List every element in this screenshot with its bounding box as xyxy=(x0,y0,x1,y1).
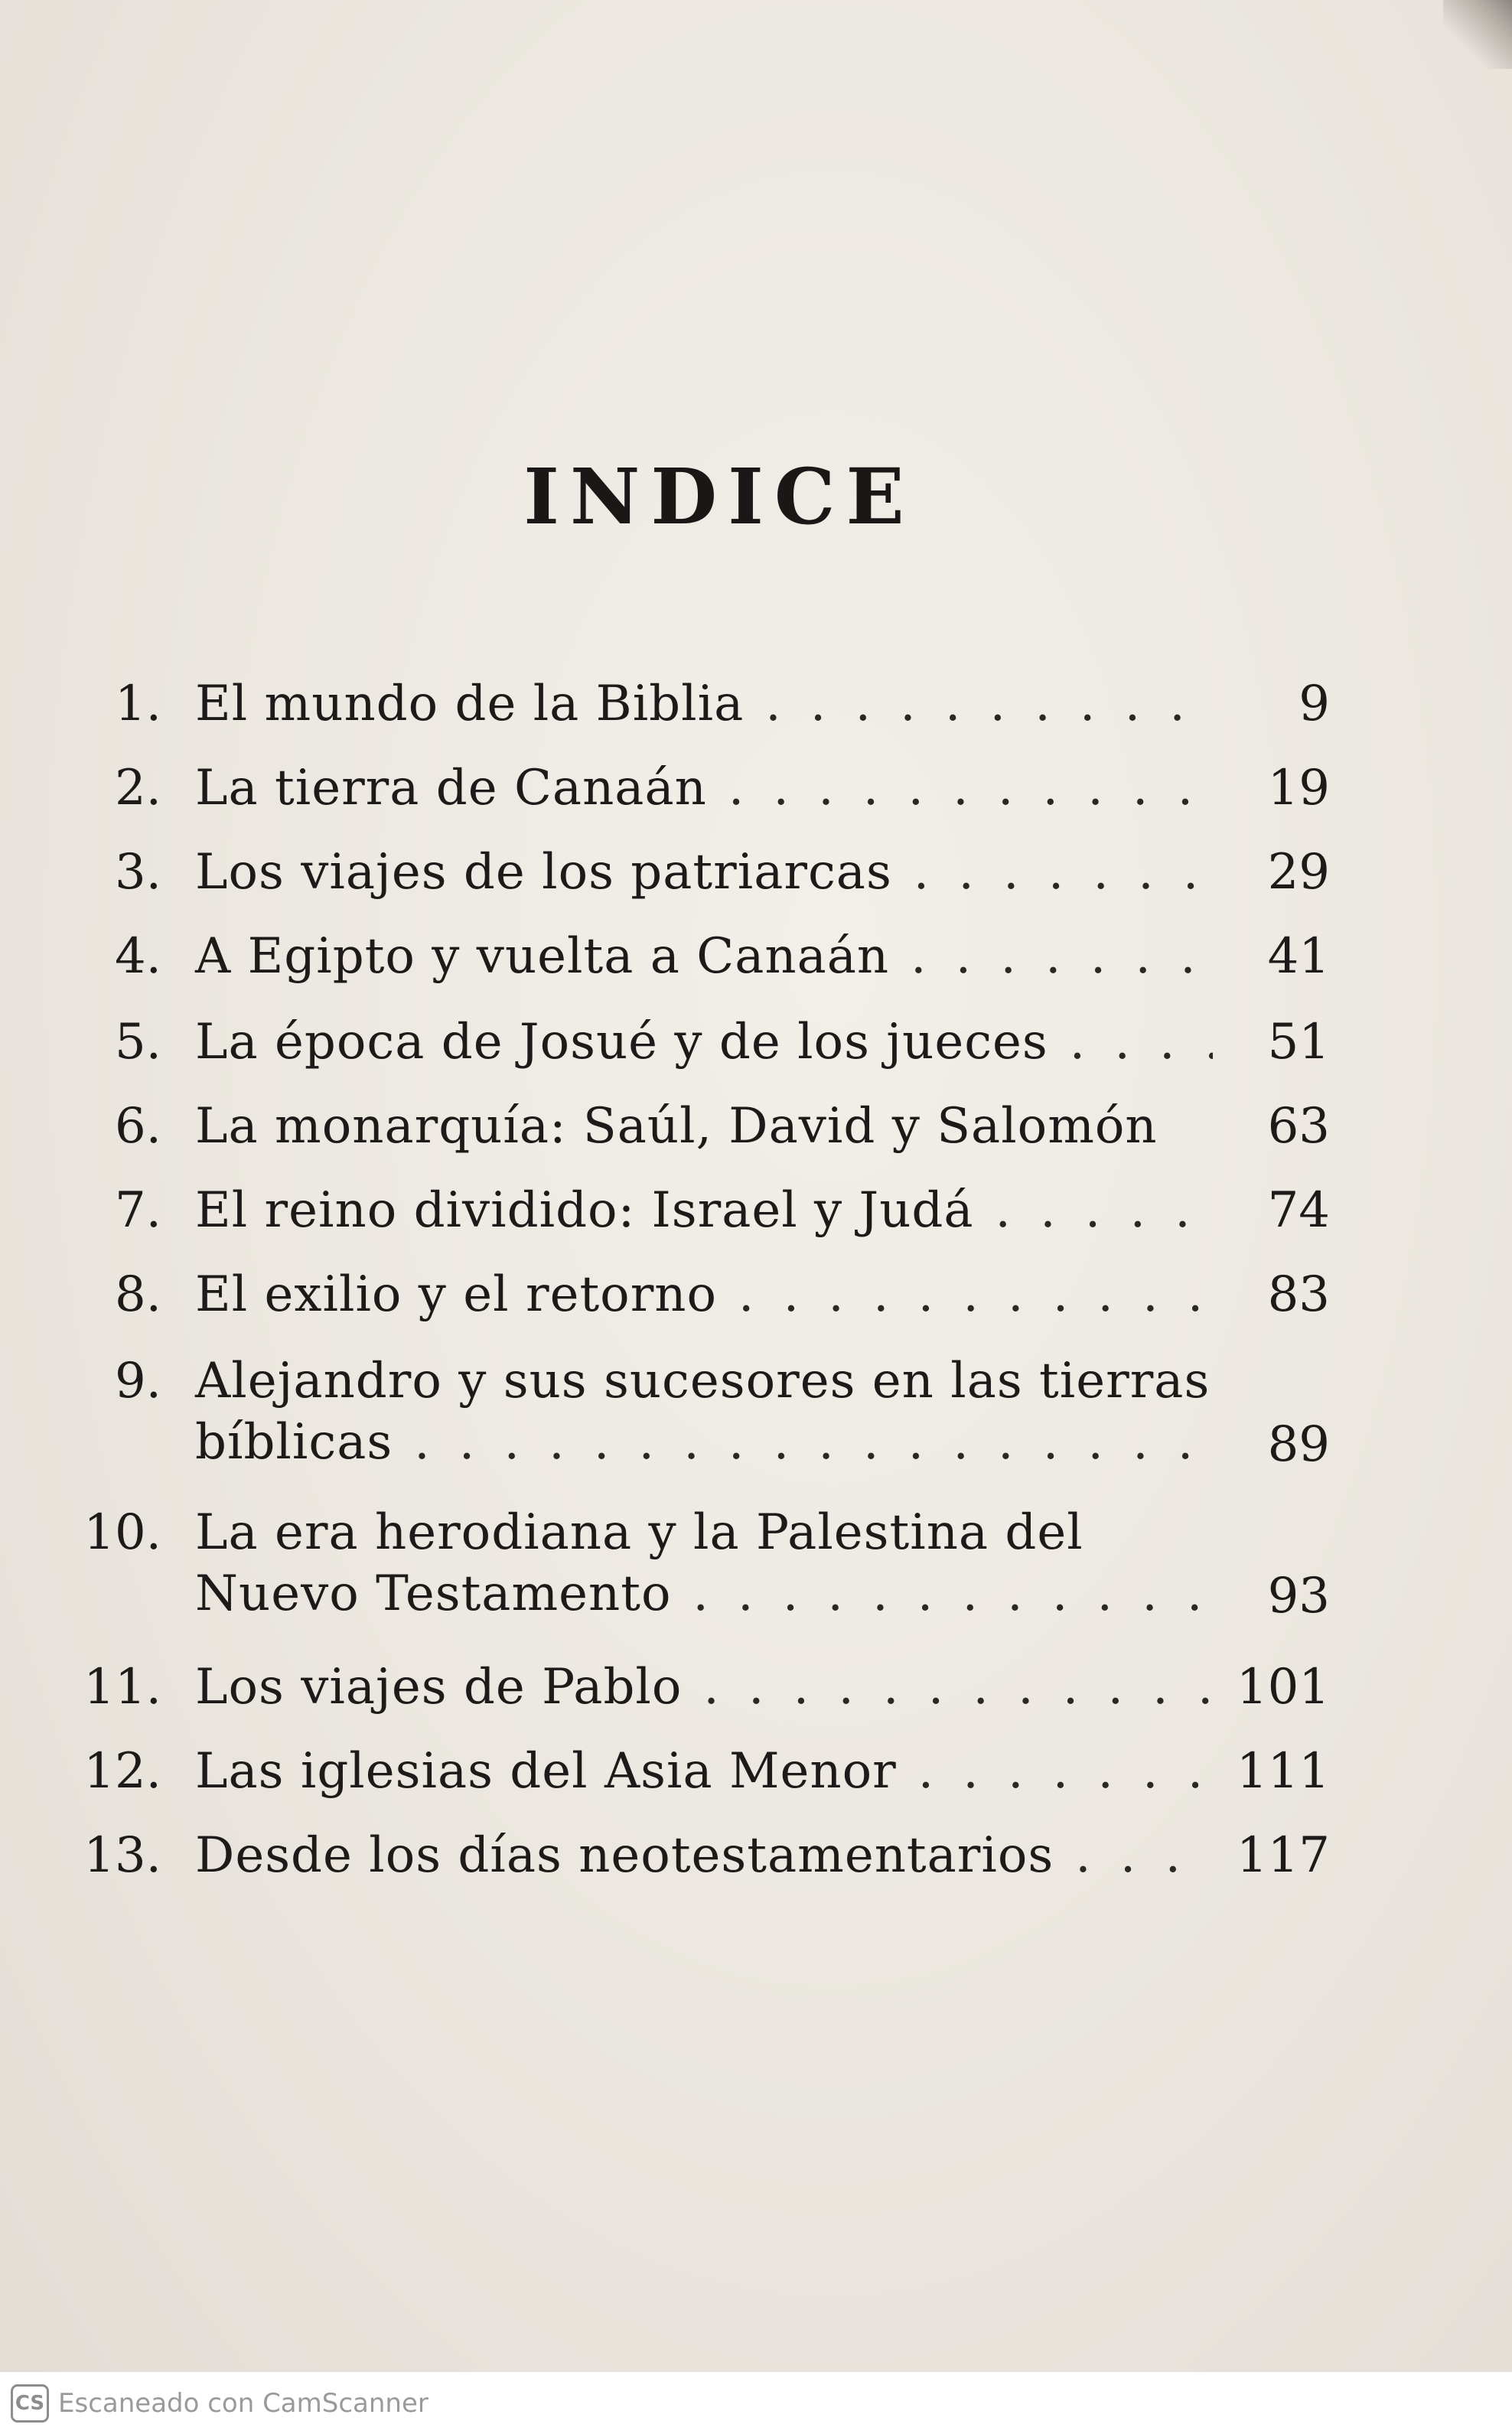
entry-page-number: 93 xyxy=(1267,1568,1330,1624)
entry-page-number: 101 xyxy=(1236,1659,1330,1716)
entry-page-number: 111 xyxy=(1236,1743,1330,1800)
entry-page-number: 117 xyxy=(1236,1827,1330,1884)
entry-number: 6. xyxy=(114,1098,161,1155)
entry-title-line xyxy=(195,758,1213,819)
entry-title-line xyxy=(195,1657,1213,1718)
dot-leader xyxy=(914,842,1213,903)
dot-leader xyxy=(1075,1825,1213,1886)
entry-title-line xyxy=(195,1351,1213,1412)
camscanner-logo-icon: CS xyxy=(11,2384,49,2423)
entry-number: 12. xyxy=(83,1743,161,1800)
entry-page-number: 83 xyxy=(1267,1266,1330,1323)
dot-leader xyxy=(692,1563,1213,1624)
entry-title: Desde los días neotestamentarios xyxy=(195,1827,1054,1884)
dot-leader xyxy=(918,1741,1213,1802)
entry-title: La era herodiana y la Palestina del xyxy=(195,1504,1083,1561)
entry-number: 1. xyxy=(114,676,161,732)
entry-number: 3. xyxy=(114,844,161,901)
entry-page-number: 63 xyxy=(1267,1098,1330,1155)
entry-title-line xyxy=(195,1096,1213,1157)
entry-title-line xyxy=(195,1825,1213,1886)
watermark-text: Escaneado con CamScanner xyxy=(58,2387,429,2419)
entry-title: El mundo de la Biblia xyxy=(195,676,745,732)
entry-title: El reino dividido: Israel y Judá xyxy=(195,1182,974,1239)
entry-title-line xyxy=(195,842,1213,903)
entry-title-line xyxy=(195,1264,1213,1325)
entry-number: 11. xyxy=(83,1659,161,1716)
entry-page-number: 89 xyxy=(1267,1416,1330,1473)
entry-title: La tierra de Canaán xyxy=(195,760,707,816)
dot-leader xyxy=(414,1412,1213,1473)
entry-title-line xyxy=(195,673,1213,735)
dot-leader xyxy=(996,1180,1213,1241)
entry-title: La época de Josué y de los jueces xyxy=(195,1014,1048,1070)
entry-number: 10. xyxy=(83,1504,161,1561)
scanner-watermark-bar xyxy=(0,2372,1512,2434)
dot-leader xyxy=(703,1657,1213,1718)
entry-title: Alejandro y sus sucesores en las tierras xyxy=(195,1353,1211,1409)
entry-title-line xyxy=(195,1741,1213,1802)
entry-title-line xyxy=(195,926,1213,987)
entry-number: 13. xyxy=(83,1827,161,1884)
entry-page-number: 19 xyxy=(1267,760,1330,816)
entry-title-continued: bíblicas xyxy=(195,1414,393,1471)
entry-number: 9. xyxy=(114,1353,161,1409)
entry-title-line xyxy=(195,1563,1213,1624)
entry-title: Las iglesias del Asia Menor xyxy=(195,1743,897,1800)
page-title: INDICE xyxy=(523,451,915,542)
entry-page-number: 41 xyxy=(1267,928,1330,985)
dot-leader xyxy=(911,926,1213,987)
entry-number: 2. xyxy=(114,760,161,816)
entry-title-line xyxy=(195,1180,1213,1241)
entry-page-number: 51 xyxy=(1267,1014,1330,1070)
entry-title-line xyxy=(195,1412,1213,1473)
entry-number: 8. xyxy=(114,1266,161,1323)
entry-number: 5. xyxy=(114,1014,161,1070)
entry-title: La monarquía: Saúl, David y Salomón xyxy=(195,1098,1158,1155)
entry-title-line xyxy=(195,1502,1213,1563)
entry-page-number: 9 xyxy=(1299,676,1330,732)
dot-leader xyxy=(738,1264,1213,1325)
dot-leader xyxy=(1070,1012,1213,1073)
entry-title: Los viajes de los patriarcas xyxy=(195,844,892,901)
entry-title: Los viajes de Pablo xyxy=(195,1659,683,1716)
entry-number: 7. xyxy=(114,1182,161,1239)
entry-page-number: 29 xyxy=(1267,844,1330,901)
dot-leader xyxy=(728,758,1213,819)
entry-page-number: 74 xyxy=(1267,1182,1330,1239)
dot-leader xyxy=(765,673,1213,735)
entry-number: 4. xyxy=(114,928,161,985)
entry-title: A Egipto y vuelta a Canaán xyxy=(195,928,890,985)
entry-title-line xyxy=(195,1012,1213,1073)
entry-title: El exilio y el retorno xyxy=(195,1266,718,1323)
entry-title-continued: Nuevo Testamento xyxy=(195,1566,672,1622)
